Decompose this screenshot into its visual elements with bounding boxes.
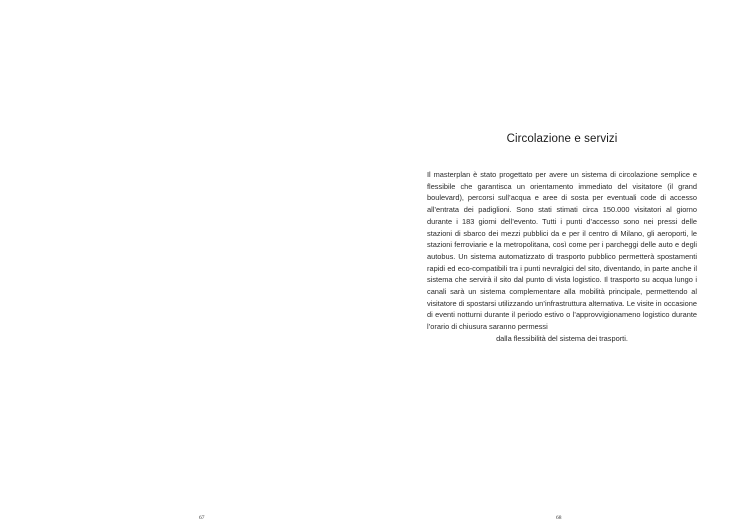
section-title: Circolazione e servizi [506,133,618,145]
body-paragraph-main: Il masterplan è stato progettato per avere un sistema di circolazione semplice e flessibile che garantisca un orientamento immediato del visitatore (il grand boulevard), percorsi sull’acqua e aree di sosta per eventuali code di accesso all’entrata dei padiglioni. Sono stati stimati circa 150.000 visitatori al giorno durante i 183 giorni dell’evento. Tutti i punti d’accesso sono nei pressi delle stazioni di sbarco dei mezzi pubblici da e per il centro di Milano, gli aeroporti, le stazioni ferroviarie e la metropolitana, così come per i parcheggi delle auto e degli autobus. Un sistema automatizzato di trasporto pubblico permetterà spostamenti rapidi ed eco-compatibili tra i punti nevralgici del sito, diventando, in parte anche il sistema che servirà il sito dal punto di vista logistico. Il trasporto su acqua lungo i canali sarà un sistema complementare alla mobilità principale, permettendo al visitatore di spostarsi utilizzando un’infrastruttura alternativa. Le visite in occasione di eventi notturni durante il periodo estivo o l’approvvigionameno logistico durante l’orario di chiusura saranno permessi [427,170,697,332]
page-number-right: 68 [556,515,562,521]
body-paragraph [427,169,697,345]
body-paragraph-last-line: dalla flessibilità del sistema dei trasporti. [496,333,628,343]
page-number-left: 67 [199,515,205,521]
